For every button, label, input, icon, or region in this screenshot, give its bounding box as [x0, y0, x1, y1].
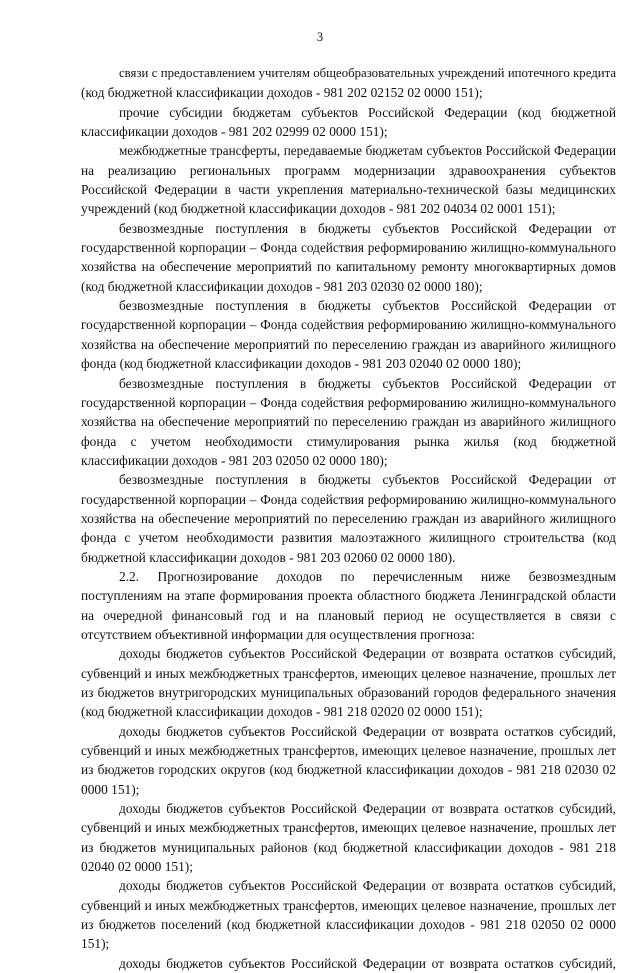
text-line: из бюджетов городских округов (код бюджетной классификации доходов - 981 218 02030 02: [81, 762, 616, 778]
text-line: связи с предоставлением учителям общеобразовательных учреждений ипотечного кредита: [119, 66, 616, 80]
text-line: безвозмездные поступления в бюджеты субъектов Российской Федерации от: [119, 472, 616, 488]
section-word: Прогнозирование: [157, 568, 259, 584]
text-line: отсутствием объективной информации для осуществления прогноза:: [81, 626, 475, 642]
paragraph: [81, 644, 616, 721]
text-line: классификации доходов - 981 202 02999 02 0000 151);: [81, 124, 388, 140]
text-line: хозяйства на обеспечение мероприятий по капитальному ремонту многоквартирных домов: [81, 259, 616, 275]
text-line: доходы бюджетов субъектов Российской Федерации от возврата остатков субсидий,: [119, 955, 616, 971]
text-line: 0000 151);: [81, 781, 140, 797]
section-word: доходов: [276, 568, 323, 584]
section-first-line: [81, 567, 616, 586]
text-line: безвозмездные поступления в бюджеты субъектов Российской Федерации от: [119, 220, 616, 236]
text-line: прочие субсидии бюджетам субъектов Российской Федерации (код бюджетной: [119, 104, 616, 120]
section-number: 2.2.: [119, 568, 140, 584]
paragraph: [81, 141, 616, 218]
text-line: хозяйства на обеспечение мероприятий по переселению граждан из аварийного жилищного: [81, 510, 616, 526]
text-line: межбюджетные трансферты, передаваемые бюджетам субъектов Российской Федерации: [119, 143, 616, 159]
text-line: из бюджетов поселений (код бюджетной классификации доходов - 981 218 02050 02 0000: [81, 917, 616, 933]
text-line: 151);: [81, 936, 110, 952]
text-line: доходы бюджетов субъектов Российской Федерации от возврата остатков субсидий,: [119, 646, 616, 662]
text-line: хозяйства на обеспечение мероприятий по переселению граждан из аварийного жилищного: [81, 336, 616, 352]
text-line: на реализацию региональных программ модернизации здравоохранения субъектов: [81, 162, 616, 178]
text-line: классификации доходов - 981 203 02050 02 0000 180);: [81, 452, 388, 468]
text-line: фонда (код бюджетной классификации доходов - 981 203 02040 02 0000 180);: [81, 356, 522, 372]
text-line: учреждений (код бюджетной классификации доходов - 981 202 04034 02 0001 151);: [81, 201, 556, 217]
document-body: [81, 64, 616, 973]
text-line: безвозмездные поступления в бюджеты субъектов Российской Федерации от: [119, 375, 616, 391]
page-number: 3: [316, 30, 324, 44]
text-line: из бюджетов внутригородских муниципальных образований городов федерального значения: [81, 685, 616, 700]
paragraph: [81, 219, 616, 296]
text-line: бюджетной классификации доходов - 981 203 02060 02 0000 180).: [81, 549, 456, 565]
text-line: (код бюджетной классификации доходов - 981 203 02030 02 0000 180);: [81, 278, 483, 294]
paragraph: [81, 374, 616, 471]
text-line: из бюджетов муниципальных районов (код бюджетной классификации доходов - 981 218: [81, 839, 616, 855]
text-line: субвенций и иных межбюджетных трансфертов, имеющих целевое назначение, прошлых лет: [81, 820, 616, 836]
text-line: поступлениям на этапе формирования проекта областного бюджета Ленинградской области: [81, 588, 616, 604]
paragraph: [81, 103, 616, 142]
text-line: государственной корпорации – Фонда содействия реформированию жилищно-коммунального: [81, 240, 616, 256]
section-2-2: [81, 567, 616, 644]
text-line: доходы бюджетов субъектов Российской Федерации от возврата остатков субсидий,: [119, 723, 616, 739]
text-line: государственной корпорации – Фонда содействия реформированию жилищно-коммунального: [81, 491, 616, 507]
section-word: ниже: [480, 568, 511, 584]
paragraph: [81, 64, 616, 103]
paragraph: [81, 722, 616, 799]
text-line: государственной корпорации – Фонда содействия реформированию жилищно-коммунального: [81, 394, 616, 410]
text-line: доходы бюджетов субъектов Российской Федерации от возврата остатков субсидий,: [119, 801, 616, 817]
text-line: 02040 02 0000 151);: [81, 859, 193, 875]
text-line: на очередной финансовый год и на плановый период не осуществляется в связи с: [81, 607, 616, 623]
text-line: доходы бюджетов субъектов Российской Федерации от возврата остатков субсидий,: [119, 878, 616, 894]
text-line: субвенций и иных межбюджетных трансфертов, имеющих целевое назначение, прошлых лет: [81, 665, 616, 681]
paragraph: [81, 954, 616, 973]
text-line: (код бюджетной классификации доходов - 981 202 02152 02 0000 151);: [81, 85, 483, 101]
text-line: государственной корпорации – Фонда содействия реформированию жилищно-коммунального: [81, 317, 616, 333]
text-line: безвозмездные поступления в бюджеты субъектов Российской Федерации от: [119, 298, 616, 314]
paragraph: [81, 876, 616, 953]
text-line: Российской Федерации в части укрепления материально-технической базы медицинских: [81, 182, 616, 198]
text-line: фонда с учетом необходимости стимулирования рынка жилья (код бюджетной: [81, 433, 616, 449]
paragraph: [81, 799, 616, 876]
text-line: субвенций и иных межбюджетных трансфертов, имеющих целевое назначение, прошлых лет: [81, 897, 616, 913]
section-word: по: [340, 568, 355, 584]
text-line: хозяйства на обеспечение мероприятий по переселению граждан из аварийного жилищного: [81, 414, 616, 430]
text-line: фонда с учетом необходимости развития малоэтажного жилищного строительства (код: [81, 530, 616, 546]
text-line: (код бюджетной классификации доходов - 981 218 02020 02 0000 151);: [81, 704, 483, 720]
text-line: субвенций и иных межбюджетных трансфертов, имеющих целевое назначение, прошлых лет: [81, 743, 616, 759]
section-word: безвозмездным: [528, 568, 616, 584]
paragraph: [81, 296, 616, 373]
paragraph: [81, 470, 616, 567]
section-word: перечисленным: [372, 568, 463, 584]
